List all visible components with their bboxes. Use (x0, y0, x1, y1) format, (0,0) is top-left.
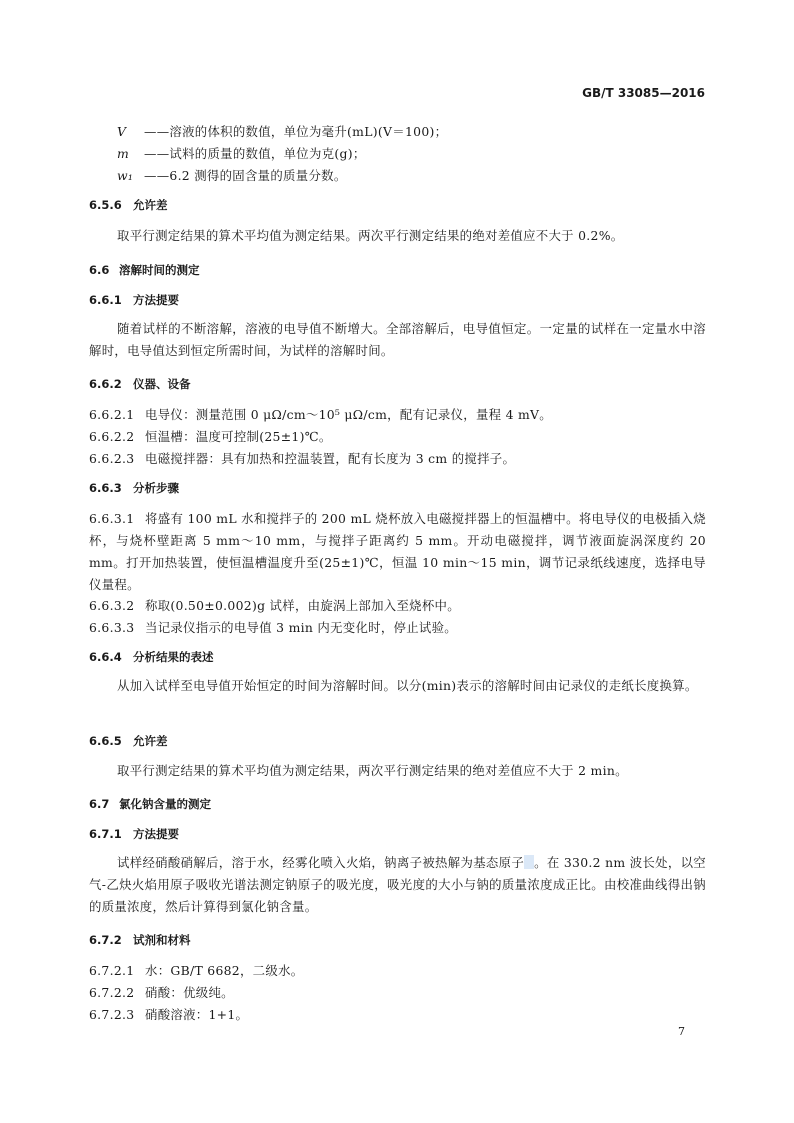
section-heading (89, 932, 191, 948)
clause (89, 618, 457, 636)
section-heading (89, 480, 179, 496)
var-symbol: V (117, 124, 127, 139)
clause-text: 电磁搅拌器：具有加热和控温装置，配有长度为 3 cm 的搅拌子。 (145, 451, 516, 466)
section-heading (89, 826, 179, 842)
clause-paragraph (89, 508, 706, 596)
section-heading (89, 197, 168, 213)
page-number: 7 (678, 1025, 686, 1038)
paragraph-text: 。在 330.2 nm 波长处，以空气-乙炔火焰用原子吸收光谱法测定钠原子的吸光度，吸光度的大小与钠的质量浓度成正比。由校准曲线得出钠的质量浓度，然后计算得到氯化钠含量。 (89, 855, 706, 914)
section-title: 分析步骤 (133, 481, 179, 495)
clause-number: 6.6.3.3 (89, 620, 135, 635)
section-title: 溶解时间的测定 (119, 263, 200, 277)
var-definition (117, 122, 447, 140)
clause-text: 当记录仪指示的电导值 3 min 内无变化时，停止试验。 (145, 620, 457, 635)
clause-text: 硝酸：优级纯。 (145, 985, 234, 1000)
section-title: 允许差 (133, 198, 168, 212)
section-heading (89, 649, 214, 665)
clause-number: 6.7.2.3 (89, 1007, 135, 1022)
paragraph: 取平行测定结果的算术平均值为测定结果，两次平行测定结果的绝对差值应不大于 2 min。 (117, 763, 628, 778)
section-title: 试剂和材料 (133, 933, 191, 947)
clause-text: 将盛有 100 mL 水和搅拌子的 200 mL 烧杯放入电磁搅拌器上的恒温槽中。将电导仪的电极插入烧杯，与烧杯壁距离 5 mm～10 mm，与搅拌子距离约 5 mm。开动电磁搅拌，调节液面旋涡深度约 20 mm。打开加热装置，使恒温槽温度升至(25±1)℃，恒温 10 min～15 min，调节记录纸线速度，选择电导仪量程。 (89, 511, 706, 592)
var-text: ——试料的质量的数值，单位为克(g)； (144, 146, 366, 161)
section-number: 6.7 (89, 797, 110, 811)
clause-text: 硝酸溶液：1+1。 (145, 1007, 249, 1022)
section-number: 6.6.5 (89, 734, 122, 748)
clause (89, 983, 234, 1001)
clause-number: 6.7.2.1 (89, 963, 135, 978)
clause-number: 6.6.3.1 (89, 511, 135, 526)
highlight-marker (524, 855, 534, 869)
var-definition (117, 144, 366, 162)
section-heading (89, 733, 168, 749)
var-definition (117, 166, 347, 184)
var-text: ——溶液的体积的数值，单位为毫升(mL)(V＝100)； (144, 124, 448, 139)
section-heading (89, 376, 191, 392)
section-number: 6.6 (89, 263, 110, 277)
paragraph (89, 852, 706, 918)
section-number: 6.7.1 (89, 827, 122, 841)
clause-text: 称取(0.50±0.002)g 试样，由旋涡上部加入至烧杯中。 (145, 598, 460, 613)
section-title: 允许差 (133, 734, 168, 748)
clause (89, 449, 515, 467)
section-number: 6.7.2 (89, 933, 122, 947)
section-number: 6.6.3 (89, 481, 122, 495)
section-heading (89, 292, 179, 308)
section-title: 方法提要 (133, 293, 179, 307)
clause-number: 6.6.2.2 (89, 429, 135, 444)
section-number: 6.6.2 (89, 377, 122, 391)
paragraph: 取平行测定结果的算术平均值为测定结果。两次平行测定结果的绝对差值应不大于 0.2%。 (117, 228, 624, 243)
paragraph: 从加入试样至电导值开始恒定的时间为溶解时间。以分(min)表示的溶解时间由记录仪的走纸长度换算。 (117, 678, 698, 693)
clause-number: 6.6.2.1 (89, 407, 135, 422)
section-title: 方法提要 (133, 827, 179, 841)
section-number: 6.5.6 (89, 198, 122, 212)
clause (89, 596, 460, 614)
clause-text: 水：GB/T 6682，二级水。 (145, 963, 304, 978)
clause-number: 6.7.2.2 (89, 985, 135, 1000)
var-symbol: m (117, 146, 130, 161)
clause-number: 6.6.3.2 (89, 598, 135, 613)
section-title: 仪器、设备 (133, 377, 191, 391)
paragraph: 随着试样的不断溶解，溶液的电导值不断增大。全部溶解后，电导值恒定。一定量的试样在一定量水中溶解时，电导值达到恒定所需时间，为试样的溶解时间。 (89, 321, 706, 358)
section-title: 氯化钠含量的测定 (119, 797, 211, 811)
standard-number: GB/T 33085—2016 (582, 86, 705, 100)
clause (89, 1005, 248, 1023)
clause-text: 恒温槽：温度可控制(25±1)℃。 (145, 429, 332, 444)
clause-text: 电导仪：测量范围 0 μΩ/cm～10⁵ μΩ/cm，配有记录仪，量程 4 mV。 (145, 407, 552, 422)
clause (89, 961, 303, 979)
var-text: ——6.2 测得的固含量的质量分数。 (144, 168, 347, 183)
section-heading (89, 796, 211, 812)
clause (89, 405, 552, 423)
paragraph-text: 试样经硝酸硝解后，溶于水，经雾化喷入火焰，钠离子被热解为基态原子 (117, 855, 525, 870)
section-heading (89, 262, 200, 278)
section-number: 6.6.1 (89, 293, 122, 307)
var-symbol: w₁ (117, 168, 134, 183)
section-title: 分析结果的表述 (133, 650, 214, 664)
section-number: 6.6.4 (89, 650, 122, 664)
clause (89, 427, 332, 445)
clause-number: 6.6.2.3 (89, 451, 135, 466)
